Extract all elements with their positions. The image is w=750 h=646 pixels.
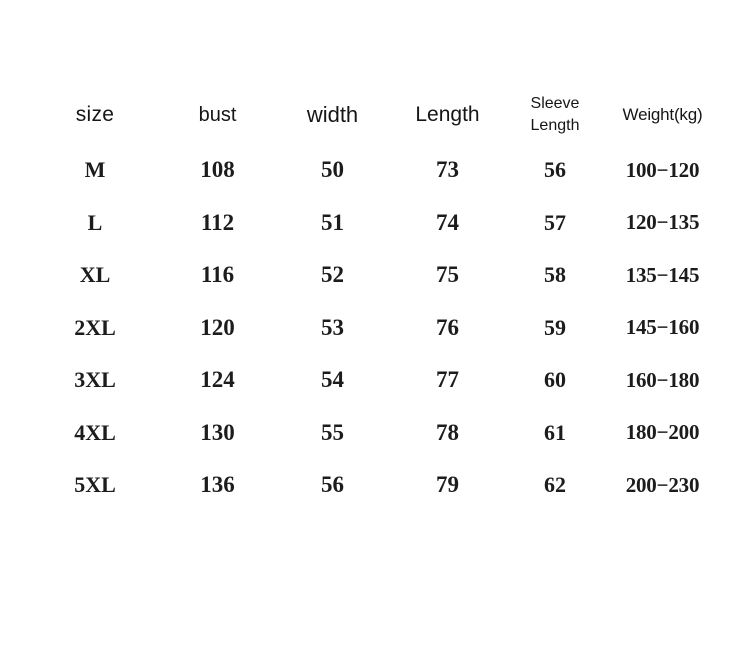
cell-bust: 136: [200, 472, 235, 498]
column-header-sleeve-length: [505, 86, 605, 144]
table-row: [30, 407, 720, 460]
cell-size: L: [87, 209, 103, 235]
table-row: [30, 197, 720, 250]
cell-width: 52: [321, 262, 344, 288]
table-row: [30, 144, 720, 197]
sleeve-header-line-1: Sleeve: [530, 95, 580, 113]
table-header-row: [30, 86, 720, 144]
cell-weight: 100−120: [625, 157, 700, 182]
column-header-length: Length: [415, 103, 480, 126]
table-row: [30, 302, 720, 355]
cell-length: 78: [436, 419, 459, 445]
cell-weight: 200−230: [625, 472, 700, 497]
cell-width: 55: [321, 419, 344, 445]
cell-sleeve: 60: [544, 367, 566, 393]
table-body: [30, 144, 720, 512]
cell-weight: 180−200: [625, 420, 700, 445]
cell-size: 5XL: [74, 472, 116, 498]
cell-size: 3XL: [74, 367, 116, 393]
cell-weight: 135−145: [625, 262, 700, 287]
cell-width: 50: [321, 157, 344, 183]
cell-width: 54: [321, 367, 344, 393]
cell-sleeve: 56: [544, 157, 566, 183]
table-row: [30, 354, 720, 407]
column-header-weight: Weight(kg): [622, 105, 703, 124]
cell-sleeve: 61: [544, 419, 566, 445]
cell-length: 75: [436, 262, 459, 288]
cell-weight: 160−180: [625, 367, 700, 392]
size-chart-table: [30, 86, 720, 512]
cell-size: 4XL: [74, 419, 116, 445]
cell-size: M: [84, 157, 106, 183]
cell-size: XL: [79, 262, 111, 288]
cell-length: 79: [436, 472, 459, 498]
cell-width: 51: [321, 209, 344, 235]
column-header-size: size: [75, 103, 115, 126]
table-row: [30, 459, 720, 512]
cell-weight: 120−135: [625, 210, 700, 235]
cell-length: 76: [436, 314, 459, 340]
column-header-width: width: [306, 102, 359, 127]
cell-length: 77: [436, 367, 459, 393]
cell-bust: 116: [200, 262, 235, 288]
sleeve-header-line-2: Length: [530, 117, 580, 134]
cell-sleeve: 62: [544, 472, 566, 498]
column-header-bust: bust: [198, 103, 237, 126]
cell-sleeve: 58: [544, 262, 566, 288]
cell-bust: 130: [200, 419, 235, 445]
cell-sleeve: 59: [544, 314, 566, 340]
cell-length: 73: [436, 157, 459, 183]
cell-weight: 145−160: [625, 315, 700, 340]
cell-width: 56: [321, 472, 344, 498]
cell-width: 53: [321, 314, 344, 340]
table-row: [30, 249, 720, 302]
cell-sleeve: 57: [544, 209, 566, 235]
cell-bust: 112: [200, 209, 235, 235]
cell-size: 2XL: [74, 314, 116, 340]
cell-bust: 120: [200, 314, 235, 340]
cell-bust: 124: [200, 367, 235, 393]
cell-bust: 108: [200, 157, 235, 183]
cell-length: 74: [436, 209, 459, 235]
